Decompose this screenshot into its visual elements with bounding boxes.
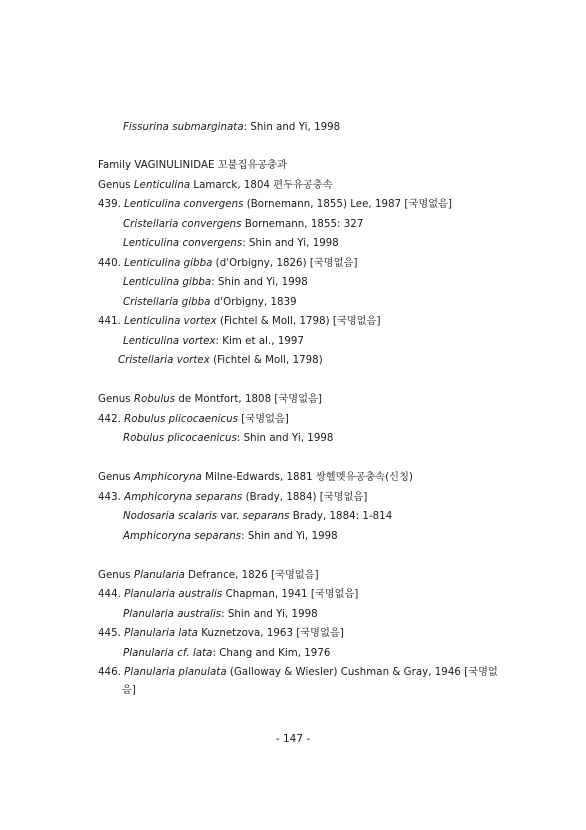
taxon-name: Lenticulina gibba — [123, 277, 212, 288]
species-entry — [98, 257, 358, 271]
page-number: - 147 - — [275, 733, 311, 745]
text-span: var. — [217, 511, 243, 522]
genus-heading — [98, 569, 319, 583]
synonym-line — [123, 335, 304, 349]
text-span: 444. — [98, 589, 125, 600]
text-span: 443. — [98, 492, 125, 503]
text-span: Genus — [98, 394, 134, 405]
species-entry — [98, 588, 358, 602]
text-span: 445. — [98, 628, 125, 639]
text-span: Defrance, 1826 [국명없음] — [184, 570, 319, 581]
synonym-line — [123, 530, 338, 544]
text-span: 439. — [98, 199, 125, 210]
text-span: (Fichtel & Moll, 1798) [국명없음] — [216, 316, 381, 327]
taxon-name: Amphicoryna separans — [124, 492, 243, 503]
taxon-name: Cristellaria vortex — [118, 355, 210, 366]
synonym-line — [123, 432, 333, 446]
text-span: 442. — [98, 414, 125, 425]
synonym-line — [123, 218, 363, 232]
text-span: 441. — [98, 316, 125, 327]
genus-heading — [98, 393, 322, 407]
text-span: 440. — [98, 258, 125, 269]
species-entry — [98, 315, 381, 329]
taxon-name: Fissurina submarginata — [123, 122, 244, 133]
taxon-name: separans — [242, 511, 290, 522]
text-span: [국명없음] — [238, 414, 289, 425]
text-span: Milne-Edwards, 1881 쌍헬멧유공충속(신칭) — [201, 472, 413, 483]
text-span: Lamarck, 1804 편두유공충속 — [190, 180, 333, 191]
text-span: (d'Orbigny, 1826) [국명없음] — [212, 258, 358, 269]
text-span: (Fichtel & Moll, 1798) — [209, 355, 323, 366]
text-span: : Shin and Yi, 1998 — [236, 433, 334, 444]
text-span: 음] — [122, 685, 136, 696]
text-span: : Shin and Yi, 1998 — [243, 122, 341, 133]
family-heading — [98, 159, 287, 173]
synonym-line — [123, 296, 297, 310]
text-line — [123, 121, 340, 135]
text-span: 446. — [98, 667, 125, 678]
text-span: (Brady, 1884) [국명없음] — [242, 492, 368, 503]
text-span: : Shin and Yi, 1998 — [242, 238, 339, 249]
text-span: Chapman, 1941 [국명없음] — [222, 589, 359, 600]
text-span: Bornemann, 1855: 327 — [241, 219, 364, 230]
taxon-name: Lenticulina — [133, 180, 191, 191]
text-span: de Montfort, 1808 [국명없음] — [175, 394, 323, 405]
taxon-name: Planularia australis — [123, 609, 222, 620]
text-span: : Shin and Yi, 1998 — [241, 531, 338, 542]
synonym-line — [123, 608, 318, 622]
text-span: Brady, 1884: 1-814 — [289, 511, 393, 522]
text-span: Kuznetzova, 1963 [국명없음] — [197, 628, 344, 639]
taxon-name: Amphicoryna — [133, 472, 202, 483]
taxon-name: Robulus plicocaenicus — [123, 433, 237, 444]
species-entry — [98, 413, 289, 427]
species-entry-continuation — [122, 684, 136, 698]
taxon-name: Lenticulina vortex — [124, 316, 217, 327]
text-span: : Kim et al., 1997 — [215, 336, 304, 347]
taxon-name: Lenticulina convergens — [124, 199, 244, 210]
text-span: Genus — [98, 472, 134, 483]
synonym-line — [118, 354, 323, 368]
taxon-name: Planularia australis — [124, 589, 223, 600]
taxon-name: Cristellaria convergens — [123, 219, 242, 230]
taxon-name: Planularia — [133, 570, 185, 581]
text-span: : Chang and Kim, 1976 — [212, 648, 331, 659]
text-span: (Bornemann, 1855) Lee, 1987 [국명없음] — [243, 199, 453, 210]
text-span: Genus — [98, 570, 134, 581]
taxon-name: Lenticulina convergens — [123, 238, 243, 249]
taxon-name: Lenticulina gibba — [124, 258, 213, 269]
taxon-name: Robulus plicocaenicus — [124, 414, 239, 425]
taxon-name: Amphicoryna separans — [123, 531, 242, 542]
synonym-line — [123, 237, 339, 251]
text-span: d'Orbigny, 1839 — [210, 297, 297, 308]
species-entry — [98, 666, 498, 680]
taxon-name: Cristellaria gibba — [123, 297, 211, 308]
genus-heading — [98, 471, 413, 485]
synonym-line — [123, 276, 308, 290]
species-entry — [98, 198, 452, 212]
taxon-name: Lenticulina vortex — [123, 336, 216, 347]
text-span: (Galloway & Wiesler) Cushman & Gray, 1946 [국명없 — [226, 667, 498, 678]
taxon-name: Planularia cf. lata — [123, 648, 213, 659]
taxon-name: Planularia lata — [124, 628, 198, 639]
synonym-line — [123, 510, 392, 524]
synonym-line — [123, 647, 330, 661]
text-span: : Shin and Yi, 1998 — [221, 609, 318, 620]
taxon-name: Robulus — [133, 394, 176, 405]
text-span: Genus — [98, 180, 134, 191]
taxon-name: Nodosaria scalaris — [123, 511, 218, 522]
taxon-name: Planularia planulata — [124, 667, 227, 678]
text-span: Family VAGINULINIDAE 꼬불집유공충과 — [98, 160, 288, 171]
genus-heading — [98, 179, 333, 193]
species-entry — [98, 627, 344, 641]
species-entry — [98, 491, 367, 505]
text-span: : Shin and Yi, 1998 — [211, 277, 308, 288]
